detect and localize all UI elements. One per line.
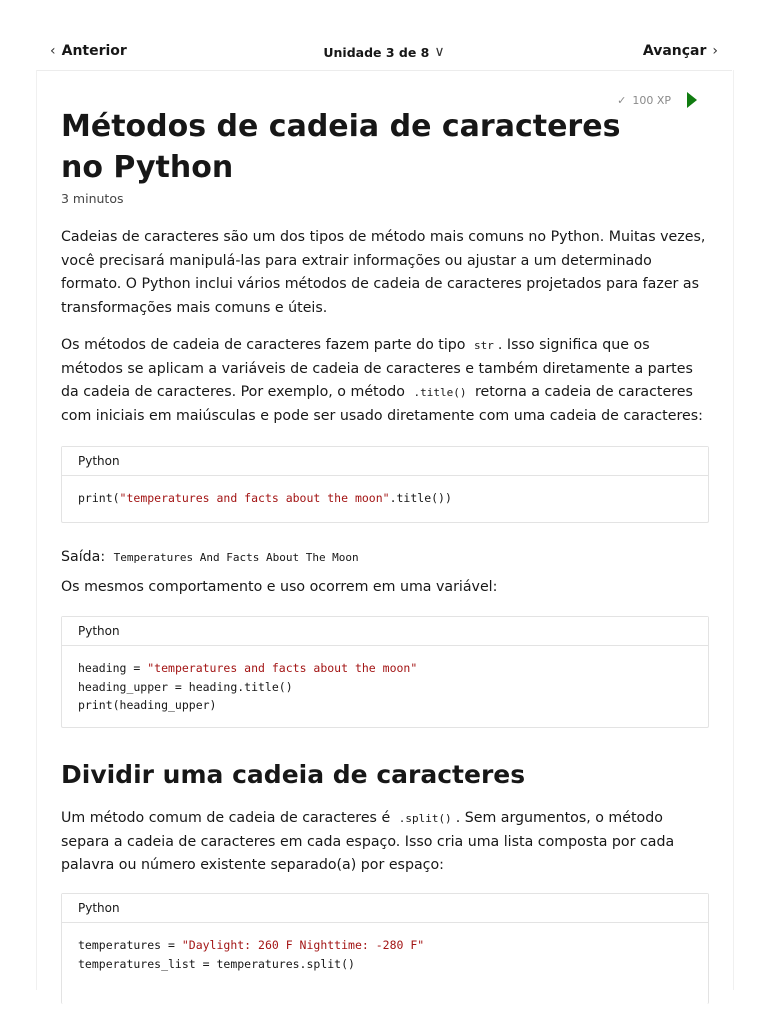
play-icon[interactable]	[687, 92, 697, 108]
code-content[interactable]: temperatures = "Daylight: 260 F Nighttime: -280 F" temperatures_list = temperatures.split()	[78, 938, 425, 971]
intro-paragraph: Cadeias de caracteres são um dos tipos de método mais comuns no Python. Muitas vezes, você precisará manipulá-las para extrair informações ou ajustar a um determinado formato. O Python inclui vários métodos de cadeia de caracteres projetados para fazer as transformações mais comuns e úteis.	[61, 229, 706, 316]
code-content[interactable]: print("temperatures and facts about the moon".title())	[78, 491, 452, 505]
section-heading: Dividir uma cadeia de caracteres	[61, 760, 526, 789]
code-content[interactable]: heading = "temperatures and facts about the moon" heading_upper = heading.title() print(heading_upper)	[78, 661, 418, 712]
xp-value: 100 XP	[632, 93, 671, 107]
unit-selector[interactable]	[323, 44, 444, 60]
code-language-label: Python	[62, 894, 708, 923]
output-line	[61, 546, 711, 570]
variable-paragraph: Os mesmos comportamento e uso ocorrem em uma variável:	[61, 579, 498, 595]
code-language-label: Python	[62, 617, 708, 646]
chevron-left-icon: ‹	[50, 43, 56, 59]
chevron-right-icon: ›	[712, 43, 718, 59]
next-label: Avançar	[642, 43, 707, 59]
inline-code-title: .title()	[413, 386, 467, 399]
code-block-1	[61, 446, 709, 523]
unit-navigation	[36, 30, 732, 71]
inline-code-split: .split()	[398, 812, 452, 825]
page-title: Métodos de cadeia de caracteres no Python	[61, 109, 621, 185]
chevron-down-icon: ∨	[434, 44, 445, 60]
code-language-label: Python	[62, 447, 708, 476]
duration-text: 3 minutos	[61, 191, 124, 206]
next-button[interactable]	[643, 43, 718, 59]
code-block-2	[61, 616, 709, 728]
methods-paragraph: Os métodos de cadeia de caracteres fazem parte do tipo str . Isso significa que os métodos se aplicam a variáveis de cadeia de caracteres e também diretamente a partes da cadeia de caracteres. Por exemplo, o método .title() retorna a cadeia de caracteres com iniciais em maiúsculas e pode ser usado diretamente com uma cadeia de caracteres:	[61, 337, 703, 424]
split-paragraph: Um método comum de cadeia de caracteres é .split() . Sem argumentos, o método separa a cadeia de caracteres em cada espaço. Isso cria uma lista composta por cada palavra ou número existente separado(a) por espaço:	[61, 810, 675, 873]
output-value: Temperatures And Facts About The Moon	[113, 551, 359, 564]
inline-code-str: str	[474, 339, 494, 352]
xp-badge	[617, 92, 697, 108]
unit-content	[36, 70, 734, 990]
output-label: Saída:	[61, 549, 106, 565]
code-block-3	[61, 893, 709, 1004]
unit-label: Unidade 3 de 8	[323, 44, 430, 60]
previous-label: Anterior	[61, 43, 127, 59]
checkmark-icon: ✓	[617, 93, 627, 107]
